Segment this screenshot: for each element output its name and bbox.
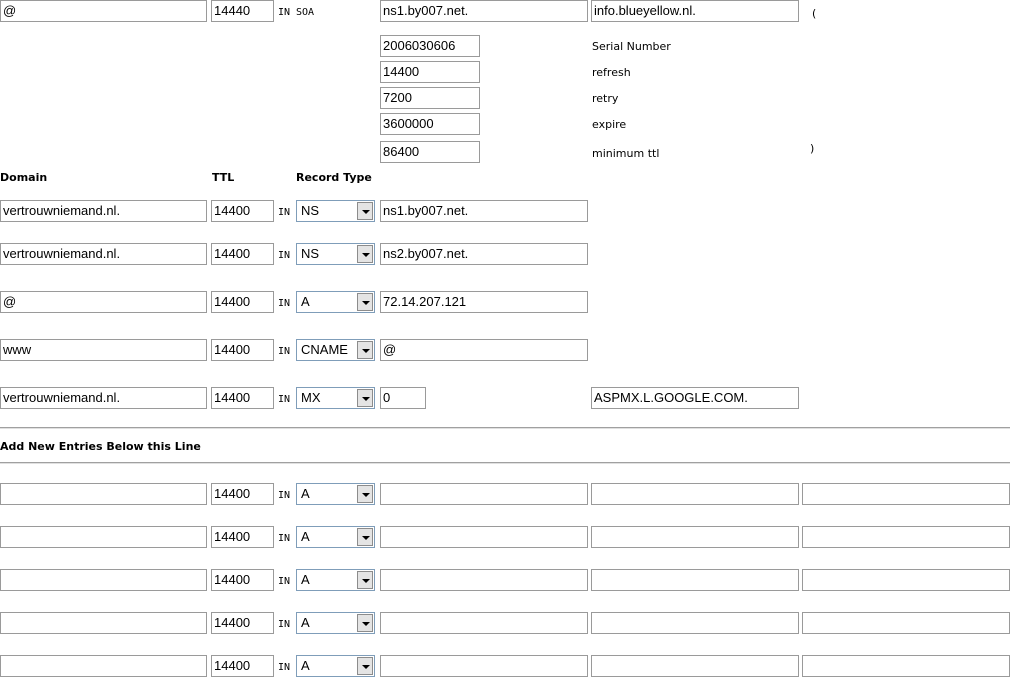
new-type-select[interactable]: [296, 526, 375, 548]
chevron-down-icon[interactable]: [357, 245, 373, 263]
new-value2-input[interactable]: [591, 655, 799, 677]
soa-domain-input[interactable]: @: [0, 0, 207, 22]
new-ttl-input[interactable]: 14400: [211, 655, 274, 677]
new-class-label: IN: [278, 619, 291, 630]
record-type-value: A: [301, 294, 310, 309]
soa-close-paren: ): [810, 142, 815, 155]
soa-retry-input[interactable]: 7200: [380, 87, 480, 109]
chevron-down-icon[interactable]: [357, 614, 373, 632]
new-domain-input[interactable]: [0, 655, 207, 677]
header-domain: Domain: [0, 171, 48, 184]
new-value3-input[interactable]: [802, 526, 1010, 548]
new-type-value: A: [301, 658, 310, 673]
new-ttl-input[interactable]: 14400: [211, 569, 274, 591]
new-domain-input[interactable]: [0, 569, 207, 591]
record-type-select[interactable]: [296, 200, 375, 222]
new-type-select[interactable]: [296, 655, 375, 677]
header-ttl: TTL: [212, 171, 235, 184]
new-value3-input[interactable]: [802, 655, 1010, 677]
new-domain-input[interactable]: [0, 526, 207, 548]
soa-expire-label: expire: [592, 118, 627, 131]
record-domain-input[interactable]: vertrouwniemand.nl.: [0, 387, 207, 409]
chevron-down-icon[interactable]: [357, 293, 373, 311]
new-class-label: IN: [278, 490, 291, 501]
record-ttl-input[interactable]: 14400: [211, 243, 274, 265]
new-type-value: A: [301, 486, 310, 501]
record-ttl-input[interactable]: 14400: [211, 339, 274, 361]
new-value-input[interactable]: [380, 655, 588, 677]
record-ttl-input[interactable]: 14400: [211, 387, 274, 409]
new-type-value: A: [301, 615, 310, 630]
new-class-label: IN: [278, 576, 291, 587]
chevron-down-icon[interactable]: [357, 389, 373, 407]
record-priority-input[interactable]: 0: [380, 387, 426, 409]
record-domain-input[interactable]: @: [0, 291, 207, 313]
record-domain-input[interactable]: www: [0, 339, 207, 361]
soa-primary-ns-input[interactable]: ns1.by007.net.: [380, 0, 588, 22]
record-value-input[interactable]: 72.14.207.121: [380, 291, 588, 313]
soa-refresh-input[interactable]: 14400: [380, 61, 480, 83]
soa-minimum-ttl-input[interactable]: 86400: [380, 141, 480, 163]
new-value2-input[interactable]: [591, 569, 799, 591]
record-type-value: CNAME: [301, 342, 348, 357]
new-ttl-input[interactable]: 14400: [211, 526, 274, 548]
record-type-value: MX: [301, 390, 321, 405]
new-class-label: IN: [278, 662, 291, 673]
divider-bottom: [0, 462, 1010, 464]
header-record-type: Record Type: [296, 171, 372, 184]
record-mail-server-input[interactable]: ASPMX.L.GOOGLE.COM.: [591, 387, 799, 409]
soa-minimum-ttl-label: minimum ttl: [592, 147, 660, 160]
soa-contact-input[interactable]: info.blueyellow.nl.: [591, 0, 799, 22]
new-value-input[interactable]: [380, 612, 588, 634]
record-class-label: IN: [278, 207, 291, 218]
chevron-down-icon[interactable]: [357, 571, 373, 589]
record-class-label: IN: [278, 250, 291, 261]
soa-open-paren: (: [812, 7, 817, 20]
soa-retry-label: retry: [592, 92, 619, 105]
chevron-down-icon[interactable]: [357, 485, 373, 503]
record-type-select[interactable]: [296, 339, 375, 361]
new-type-select[interactable]: [296, 569, 375, 591]
chevron-down-icon[interactable]: [357, 341, 373, 359]
record-type-value: NS: [301, 246, 320, 261]
chevron-down-icon[interactable]: [357, 528, 373, 546]
soa-ttl-input[interactable]: 14440: [211, 0, 274, 22]
new-value-input[interactable]: [380, 569, 588, 591]
record-class-label: IN: [278, 346, 291, 357]
new-type-select[interactable]: [296, 612, 375, 634]
new-type-value: A: [301, 529, 310, 544]
record-class-label: IN: [278, 298, 291, 309]
soa-type-label: SOA: [296, 7, 315, 18]
record-type-select[interactable]: [296, 243, 375, 265]
new-type-select[interactable]: [296, 483, 375, 505]
record-class-label: IN: [278, 394, 291, 405]
new-domain-input[interactable]: [0, 612, 207, 634]
record-domain-input[interactable]: vertrouwniemand.nl.: [0, 243, 207, 265]
record-domain-input[interactable]: vertrouwniemand.nl.: [0, 200, 207, 222]
record-value-input[interactable]: ns1.by007.net.: [380, 200, 588, 222]
soa-serial-label: Serial Number: [592, 40, 671, 53]
record-value-input[interactable]: ns2.by007.net.: [380, 243, 588, 265]
soa-class-label: IN: [278, 7, 291, 18]
record-type-value: NS: [301, 203, 320, 218]
new-value-input[interactable]: [380, 526, 588, 548]
soa-refresh-label: refresh: [592, 66, 631, 79]
soa-expire-input[interactable]: 3600000: [380, 113, 480, 135]
new-ttl-input[interactable]: 14400: [211, 612, 274, 634]
new-entries-heading: Add New Entries Below this Line: [0, 440, 201, 453]
chevron-down-icon[interactable]: [357, 657, 373, 675]
record-ttl-input[interactable]: 14400: [211, 200, 274, 222]
record-ttl-input[interactable]: 14400: [211, 291, 274, 313]
new-value3-input[interactable]: [802, 483, 1010, 505]
new-value3-input[interactable]: [802, 569, 1010, 591]
chevron-down-icon[interactable]: [357, 202, 373, 220]
soa-serial-input[interactable]: 2006030606: [380, 35, 480, 57]
record-type-select[interactable]: [296, 291, 375, 313]
new-type-value: A: [301, 572, 310, 587]
new-value-input[interactable]: [380, 483, 588, 505]
record-value-input[interactable]: @: [380, 339, 588, 361]
record-type-select[interactable]: [296, 387, 375, 409]
new-class-label: IN: [278, 533, 291, 544]
new-ttl-input[interactable]: 14400: [211, 483, 274, 505]
divider-top: [0, 427, 1010, 429]
new-domain-input[interactable]: [0, 483, 207, 505]
new-value2-input[interactable]: [591, 483, 799, 505]
new-value2-input[interactable]: [591, 526, 799, 548]
new-value2-input[interactable]: [591, 612, 799, 634]
new-value3-input[interactable]: [802, 612, 1010, 634]
